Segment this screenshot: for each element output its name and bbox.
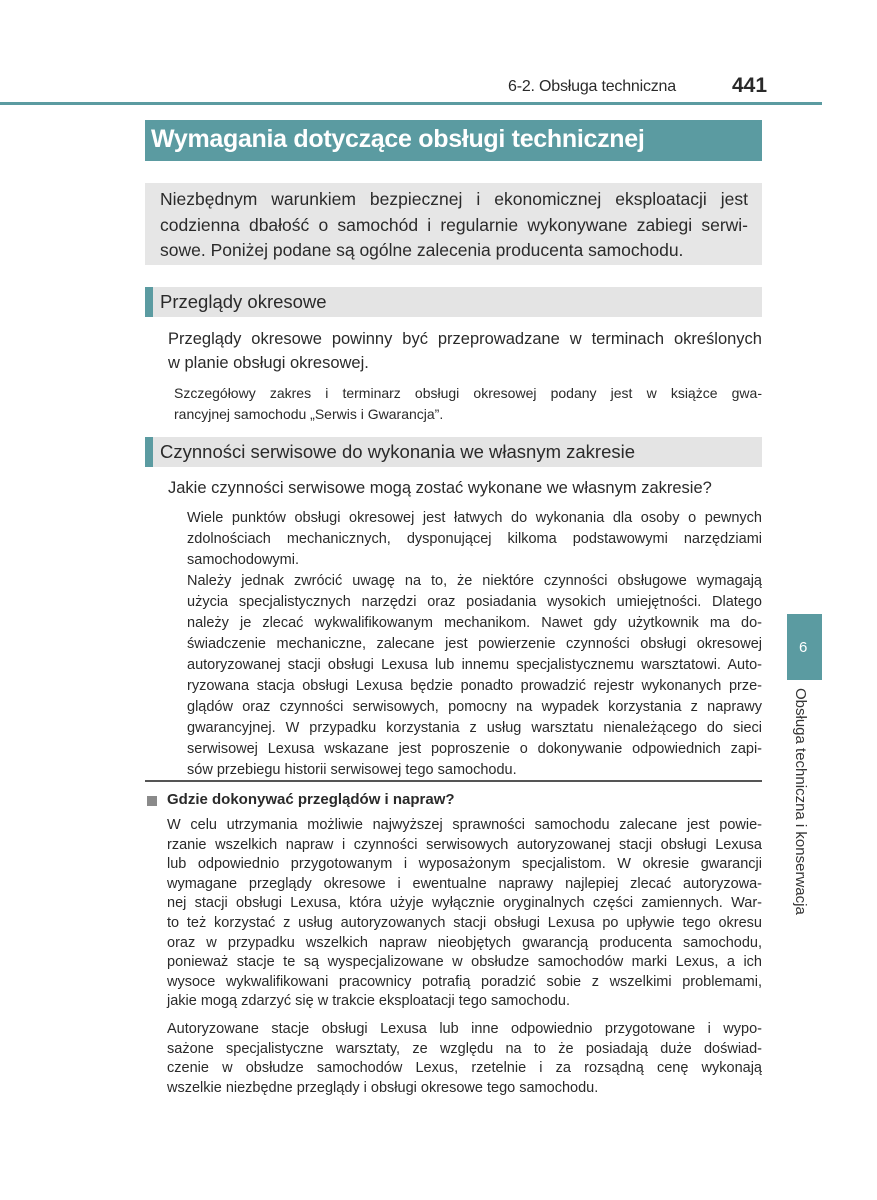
text-line: jakie mogą zdarzyć się w trakcie eksploatacji tego samochodu. — [167, 993, 570, 1010]
intro-text — [160, 187, 748, 264]
text-line: Należy jednak zwrócić uwagę na to, że niektóre czynności obsługowe wymagają — [187, 573, 762, 589]
section-accent-strip — [145, 437, 153, 467]
square-bullet-icon — [147, 796, 157, 806]
text-line: należy je zlecać wykwalifikowanym mechanikom. Nawet gdy użytkownik ma do- — [187, 615, 762, 631]
text-line: autoryzowanej stacji obsługi Lexusa lub innemu specjalistycznemu warsztatowi. Auto- — [187, 657, 762, 673]
text-line: świadczenie mechaniczne, zalecane jest powierzenie czynności obsługi okresowej — [187, 636, 762, 652]
text-line: glądów oraz czynności serwisowych, pomocny na wypadek korzystania z naprawy — [187, 699, 762, 715]
chapter-title-vertical: Obsługa techniczna i konserwacja — [792, 688, 809, 915]
subheading: Gdzie dokonywać przeglądów i napraw? — [167, 791, 455, 808]
text-line: Szczegółowy zakres i terminarz obsługi okresowej podany jest w książce gwa- — [174, 385, 762, 401]
text-line: W celu utrzymania możliwie najwyższej sprawności samochodu zalecane jest powie- — [167, 817, 762, 833]
chapter-number: 6 — [799, 639, 808, 656]
chapter-tab — [787, 614, 822, 680]
note-paragraph — [174, 383, 762, 425]
text-line: ryzowana stacja obsługi Lexusa będzie ponadto prowadzić rejestr wykonanych prze- — [187, 678, 762, 694]
divider — [145, 780, 762, 782]
section-accent-strip — [145, 287, 153, 317]
running-header-section: 6-2. Obsługa techniczna — [508, 78, 676, 95]
text-line: zdolnościach mechanicznych, dysponującej kilkoma podstawowymi narzędziami — [187, 531, 762, 547]
paragraph — [168, 327, 762, 375]
page-title: Wymagania dotyczące obsługi technicznej — [151, 125, 645, 153]
text-line: gwarancyjnej. W przypadku korzystania z usług warsztatu nienależącego do sieci — [187, 720, 762, 736]
section-heading-diy — [145, 437, 762, 467]
header-rule — [0, 102, 822, 105]
paragraph — [167, 816, 762, 1012]
text-line: czenie w obsłudze samochodów Lexus, rzetelnie i za rozsądną cenę wykonają — [167, 1060, 762, 1077]
section-heading-periodic — [145, 287, 762, 317]
question-text: Jakie czynności serwisowe mogą zostać wykonane we własnym zakresie? — [168, 479, 712, 497]
text-line: wysoce wykwalifikowani pracownicy potrafią poradzić sobie z wszelkimi problemami, — [167, 973, 762, 990]
text-line: użycia specjalistycznych narzędzi oraz posiadania wysokich umiejętności. Dlatego — [187, 594, 762, 610]
text-line: Niezbędnym warunkiem bezpiecznej i ekonomicznej eksploatacji jest — [160, 189, 748, 209]
text-line: serwisowej Lexusa wskazane jest poproszenie o dokonywanie odpowiednich zapi- — [187, 741, 762, 757]
text-line: wszelkie niezbędne przeglądy i obsługi okresowe tego samochodu. — [167, 1079, 599, 1096]
text-line: wymagane przeglądy okresowe i ewentualne naprawy najlepiej zlecać autoryzowa- — [167, 875, 762, 892]
text-line: rzanie wszelkich napraw i czynności serwisowych autoryzowanej stacji obsługi Lexusa — [167, 836, 762, 853]
text-line: nej stacji obsługi Lexusa, która użyje wyłącznie oryginalnych części zamiennych. War- — [167, 895, 762, 912]
page-title-bar — [145, 120, 762, 161]
text-line: samochodowymi. — [187, 552, 300, 568]
section-heading-text: Przeglądy okresowe — [160, 291, 327, 312]
text-line: sów przebiegu historii serwisowej tego samochodu. — [187, 762, 517, 778]
paragraph — [187, 571, 762, 781]
text-line: Przeglądy okresowe powinny być przeprowadzane w terminach określonych — [168, 330, 762, 348]
text-line: sowe. Poniżej podane są ogólne zalecenia producenta samochodu. — [160, 240, 684, 260]
text-line: Wiele punktów obsługi okresowej jest łatwych do wykonania dla osoby o pewnych — [187, 510, 762, 526]
text-line: ponieważ stacje te są wyspecjalizowane w obsłudze samochodów marki Lexus, a ich — [167, 954, 762, 971]
text-line: codzienna dbałość o samochód i regularnie wykonywane zabiegi serwi- — [160, 214, 748, 235]
paragraph — [167, 1020, 762, 1098]
text-line: sażone specjalistyczne warsztaty, ze względu na to że posiadają duże doświad- — [167, 1040, 762, 1057]
text-line: Autoryzowane stacje obsługi Lexusa lub inne odpowiednio przygotowane i wypo- — [167, 1021, 762, 1037]
text-line: oraz w przypadku wszelkich napraw nieobjętych gwarancją producenta samochodu, — [167, 934, 762, 951]
text-line: w planie obsługi okresowej. — [168, 354, 369, 372]
paragraph — [187, 508, 762, 571]
intro-box — [145, 183, 762, 265]
page-number: 441 — [732, 74, 768, 97]
text-line: to też korzystać z usług autoryzowanych stacji obsługi Lexusa po upływie tego okresu — [167, 914, 762, 931]
text-line: lub odpowiednio przygotowanym i wyposażonym specjalistom. W okresie gwarancji — [167, 856, 762, 873]
section-heading-text: Czynności serwisowe do wykonania we własnym zakresie — [160, 441, 636, 462]
text-line: rancyjnej samochodu „Serwis i Gwarancja”. — [174, 406, 444, 422]
